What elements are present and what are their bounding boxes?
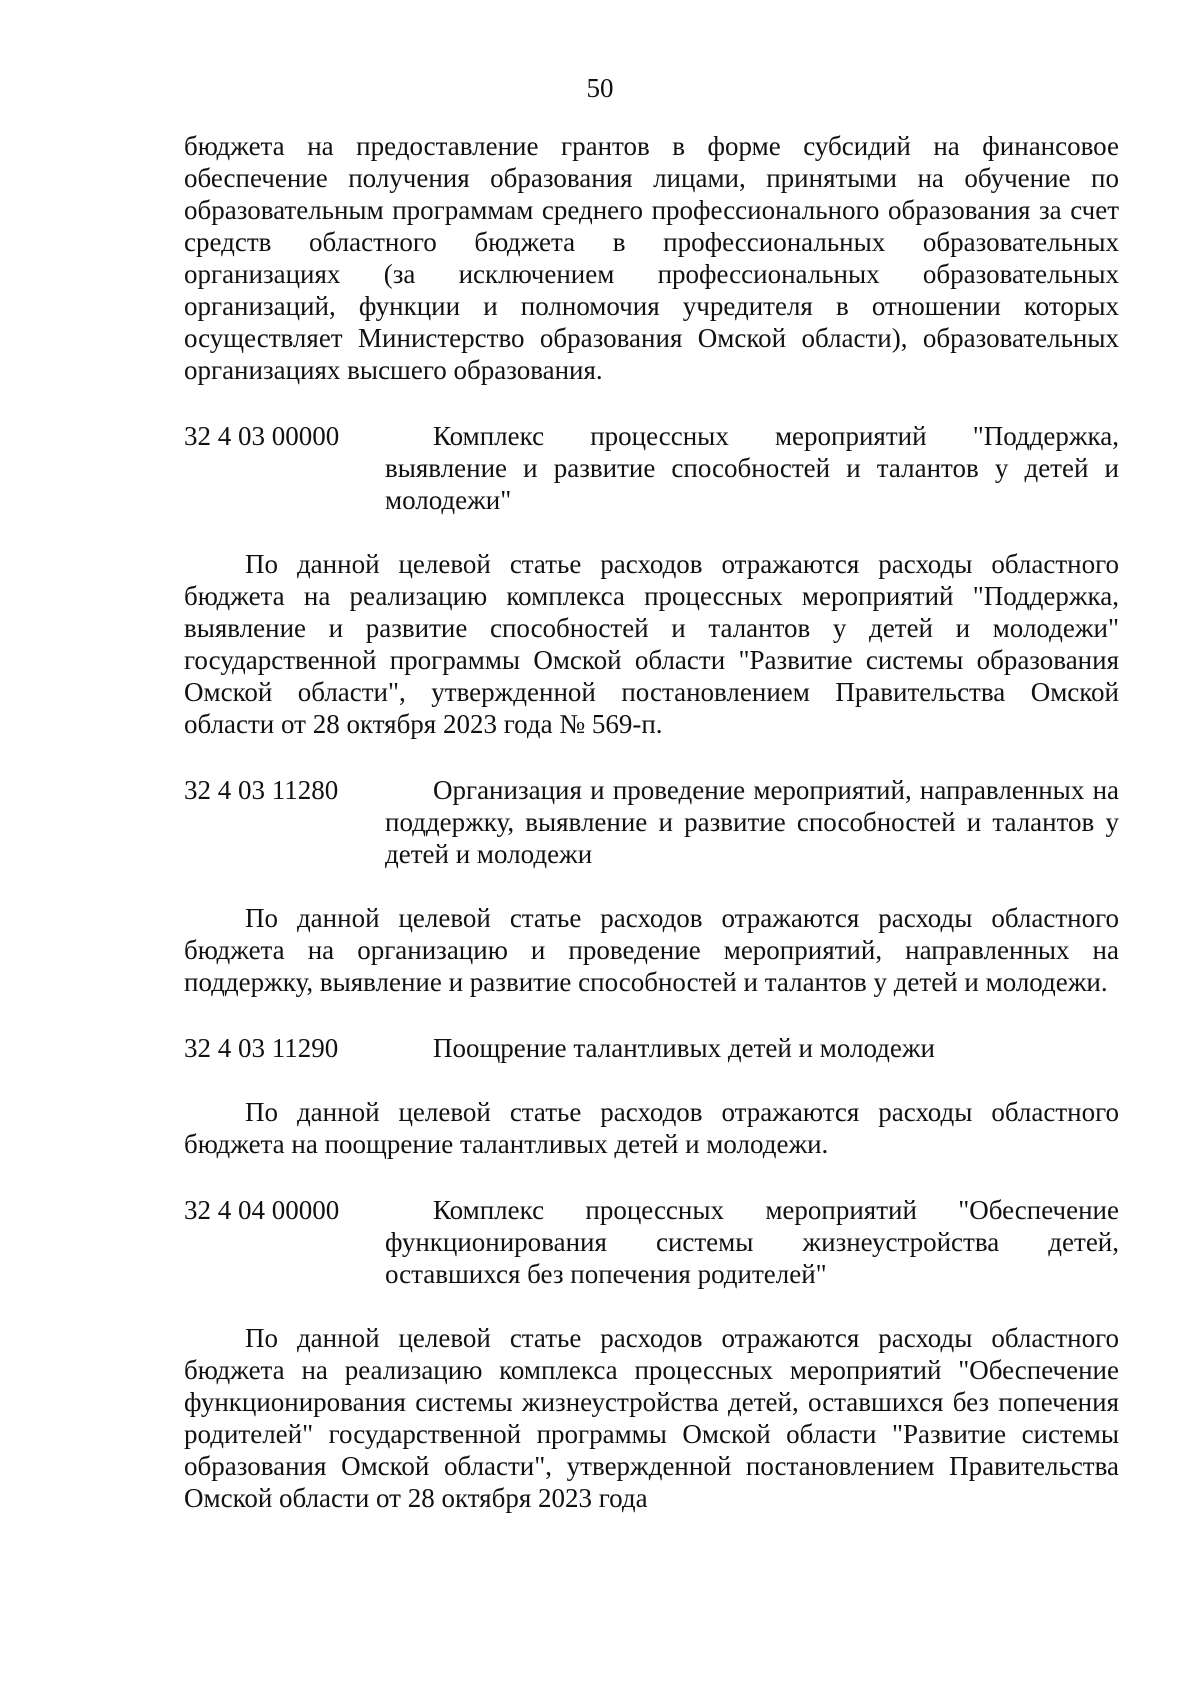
description-paragraph: По данной целевой статье расходов отражаются расходы областного бюджета на реализацию комплекса процессных мероприятий "Поддержка, выявление и развитие способностей и талантов у детей и молодежи" государственной программы Омской области "Развитие системы образования Омской области", утвержденной постановлением Правительства Омской области от 28 октября 2023 года № 569-п. <box>184 549 1119 739</box>
budget-entry <box>184 774 1119 870</box>
budget-code: 32 4 03 00000 <box>184 421 340 451</box>
continued-paragraph: бюджета на предоставление грантов в форме субсидий на финансовое обеспечение получения образования лицами, принятыми на обучение по образовательным программам среднего профессионального образования за счет средств областного бюджета в профессиональных образовательных организациях (за исключением профессиональных образовательных организаций, функции и полномочия учредителя в отношении которых осуществляет Министерство образования Омской области), образовательных организациях высшего образования. <box>184 131 1119 385</box>
budget-entry <box>184 420 1119 516</box>
document-body <box>184 130 1119 1514</box>
budget-entry <box>184 1032 1119 1064</box>
description-paragraph: По данной целевой статье расходов отражаются расходы областного бюджета на организацию и проведение мероприятий, направленных на поддержку, выявление и развитие способностей и талантов у детей и молодежи. <box>184 903 1119 997</box>
budget-code: 32 4 04 00000 <box>184 1195 340 1225</box>
budget-entry-title: Поощрение талантливых детей и молодежи <box>433 1033 936 1063</box>
budget-code: 32 4 03 11290 <box>184 1033 339 1063</box>
budget-entry <box>184 1194 1119 1290</box>
page-number: 50 <box>586 73 614 103</box>
budget-entry-title: Комплекс процессных мероприятий "Поддержка, выявление и развитие способностей и талантов у детей и молодежи" <box>385 421 1119 515</box>
budget-entry-title: Комплекс процессных мероприятий "Обеспечение функционирования системы жизнеустройства детей, оставшихся без попечения родителей" <box>385 1195 1119 1289</box>
description-paragraph: По данной целевой статье расходов отражаются расходы областного бюджета на реализацию комплекса процессных мероприятий "Обеспечение функционирования системы жизнеустройства детей, оставшихся без попечения родителей" государственной программы Омской области "Развитие системы образования Омской области", утвержденной постановлением Правительства Омской области от 28 октября 2023 года <box>184 1323 1119 1513</box>
description-paragraph: По данной целевой статье расходов отражаются расходы областного бюджета на поощрение талантливых детей и молодежи. <box>184 1097 1119 1159</box>
budget-code: 32 4 03 11280 <box>184 775 339 805</box>
budget-entry-title: Организация и проведение мероприятий, направленных на поддержку, выявление и развитие способностей и талантов у детей и молодежи <box>385 775 1119 869</box>
